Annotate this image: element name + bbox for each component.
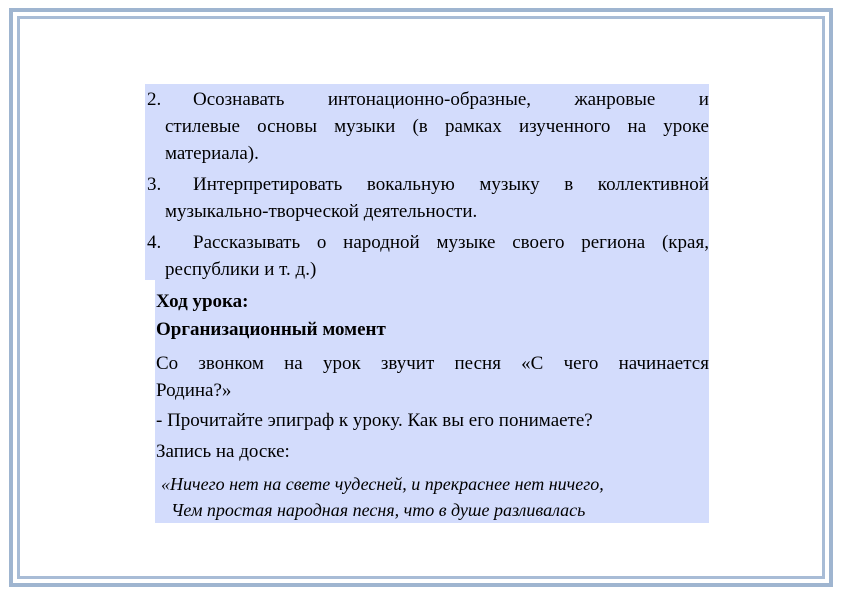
word: коллективной [597, 174, 709, 195]
list-item-text-end: музыкально-творческой деятельности. [165, 201, 478, 222]
list-item-text-end: республики и т. д.) [165, 259, 317, 280]
word: народной [343, 232, 420, 253]
word: рамках [444, 116, 502, 137]
word: песня [454, 353, 501, 374]
paragraph-question: - Прочитайте эпиграф к уроку. Как вы его понимаете? [156, 410, 593, 431]
word: (края, [661, 232, 709, 253]
word: в [564, 174, 574, 195]
word: музыку [479, 174, 540, 195]
epigraph-line-1: «Ничего нет на свете чудесней, и прекраснее нет ничего, [161, 474, 604, 494]
paragraph-line: Родина?» [156, 380, 232, 401]
word: и [698, 89, 709, 110]
word: музыки [334, 116, 396, 137]
word: изученного [518, 116, 611, 137]
word: «С [521, 353, 544, 374]
word: (в [412, 116, 428, 137]
word: о [316, 232, 327, 253]
word: жанровые [574, 89, 656, 110]
word: стилевые [165, 116, 240, 137]
word: вокальную [366, 174, 455, 195]
list-item-text-end: материала). [165, 143, 259, 164]
word: региона [581, 232, 646, 253]
word: звучит [380, 353, 435, 374]
word: на [284, 353, 303, 374]
word: звонком [198, 353, 264, 374]
list-number: 2. [147, 89, 162, 110]
list-item-2 [147, 86, 709, 167]
list-number: 4. [147, 232, 162, 253]
word: интонационно-образные, [327, 89, 532, 110]
word: урок [322, 353, 361, 374]
word: Осознавать [193, 89, 285, 110]
word: Рассказывать [193, 232, 301, 253]
lesson-heading: Ход урока: [156, 291, 249, 312]
word: Интерпретировать [193, 174, 343, 195]
word: основы [257, 116, 317, 137]
word: музыке [436, 232, 496, 253]
word: Со [156, 353, 179, 374]
word: своего [512, 232, 565, 253]
word: чего [563, 353, 599, 374]
epigraph-line-2: Чем простая народная песня, что в душе разливалась [171, 500, 586, 520]
paragraph-song [156, 350, 709, 404]
list-item-4 [147, 229, 709, 283]
list-number: 3. [147, 174, 162, 195]
word: на [627, 116, 647, 137]
list-item-3 [147, 171, 709, 225]
word: уроке [663, 116, 709, 137]
section-heading: Организационный момент [156, 319, 386, 340]
word: начинается [618, 353, 709, 374]
paragraph-board: Запись на доске: [156, 441, 290, 462]
